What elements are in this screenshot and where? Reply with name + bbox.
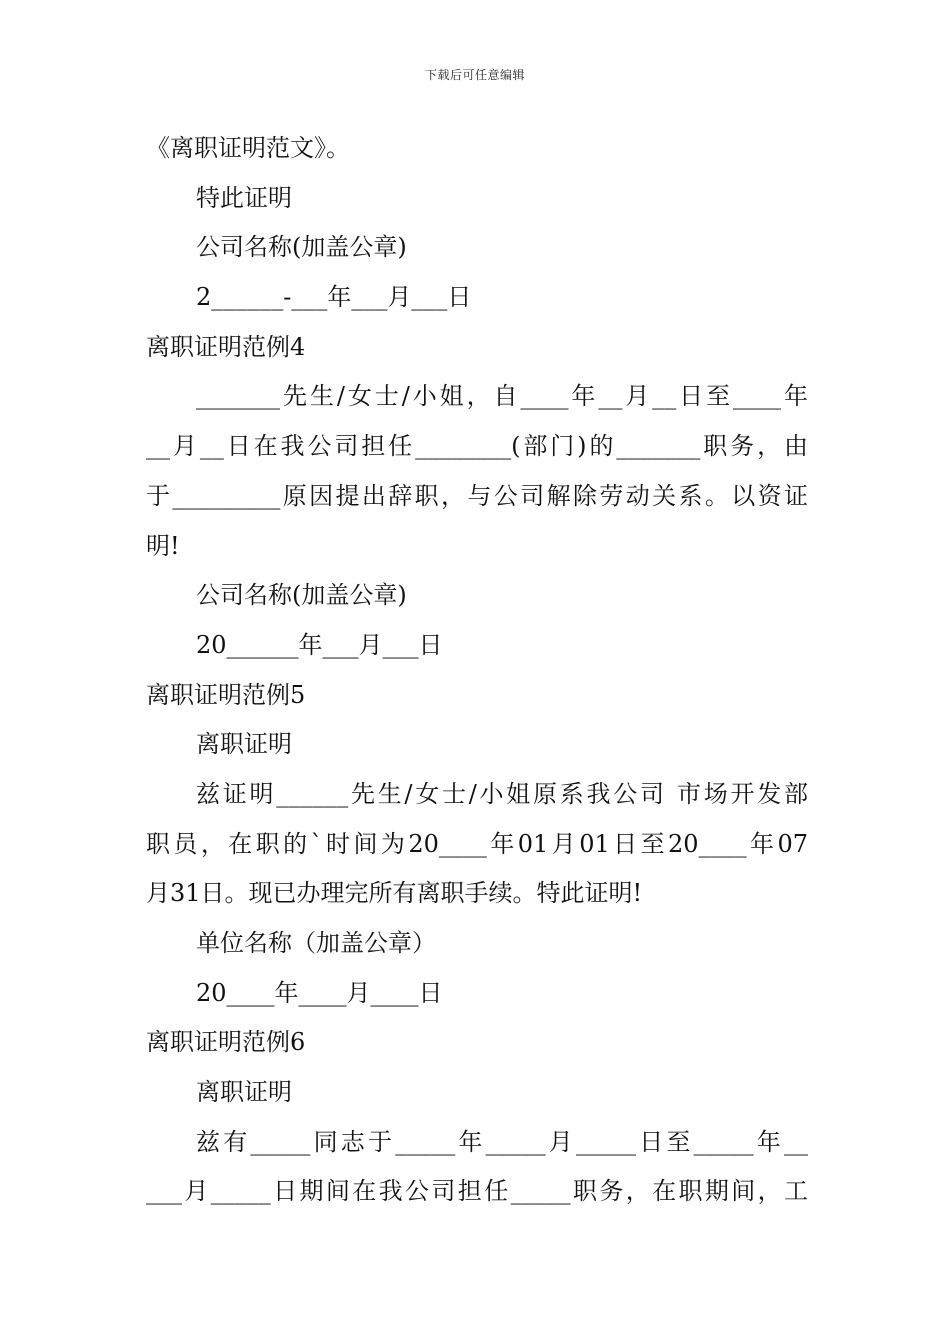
document-body bbox=[146, 124, 808, 1217]
text-line: 兹有_____同志于_____年_____月_____日至_____年__ bbox=[196, 1127, 808, 1156]
text-line: 离职证明 bbox=[196, 730, 292, 759]
text-line: 20______年___月___日 bbox=[196, 630, 443, 659]
section-heading: 离职证明范例5 bbox=[146, 680, 306, 709]
text-line: 兹证明______先生/女士/小姐原系我公司 市场开发部 bbox=[196, 779, 808, 808]
text-line: __月__日在我公司担任________(部门)的_______职务，由 bbox=[146, 432, 808, 461]
text-line: 公司名称(加盖公章) bbox=[196, 581, 407, 610]
text-line: 明! bbox=[146, 531, 180, 560]
section-heading: 离职证明范例6 bbox=[146, 1028, 306, 1057]
text-line: _______先生/女士/小姐，自____年__月__日至____年 bbox=[196, 382, 808, 411]
text-line: 特此证明 bbox=[196, 183, 292, 212]
text-line: 单位名称（加盖公章） bbox=[196, 929, 436, 957]
text-line: 2______-___年___月___日 bbox=[196, 283, 472, 312]
text-line: ___月_____日期间在我公司担任_____职务，在职期间，工 bbox=[146, 1177, 808, 1206]
text-line: 离职证明 bbox=[196, 1078, 292, 1107]
section-heading: 离职证明范例4 bbox=[146, 332, 306, 361]
text-line: 职员，在职的`时间为20____年01月01日至20____年07 bbox=[146, 829, 808, 858]
page-header-note: 下载后可任意编辑 bbox=[424, 68, 525, 82]
text-line: 公司名称(加盖公章) bbox=[196, 233, 407, 262]
text-line: 20____年____月____日 bbox=[196, 978, 443, 1007]
text-line: 《离职证明范文》。 bbox=[146, 134, 350, 162]
text-line: 月31日。现已办理完所有离职手续。特此证明! bbox=[146, 879, 643, 908]
text-line: 于_________原因提出辞职，与公司解除劳动关系。以资证 bbox=[146, 481, 808, 510]
